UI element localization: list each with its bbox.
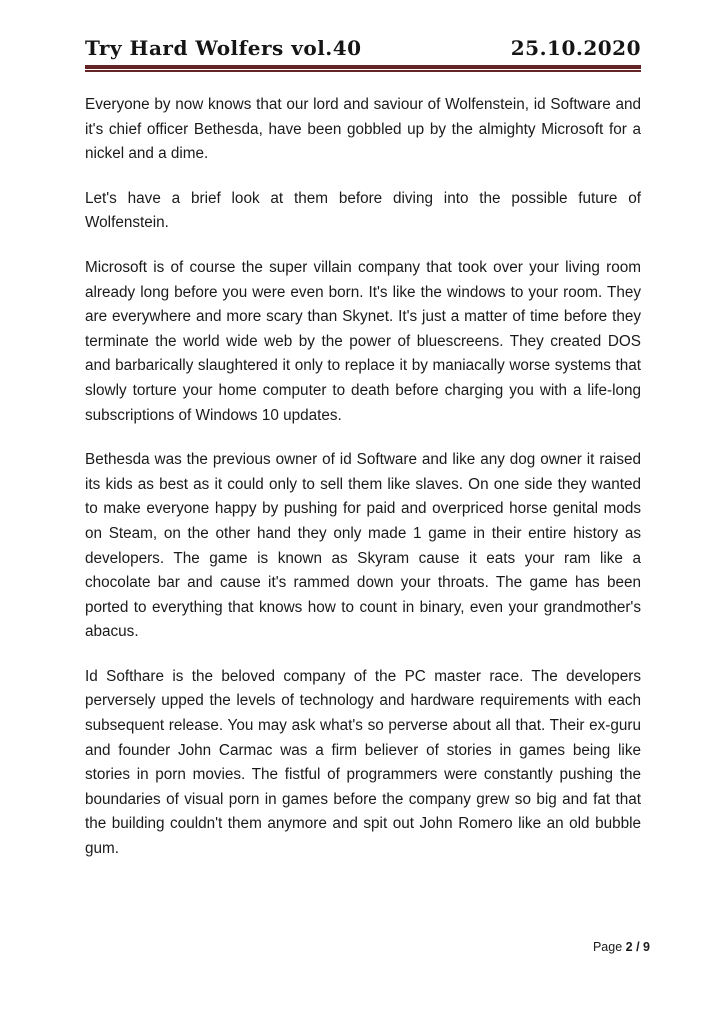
current-page-number: 2 <box>625 940 633 954</box>
document-date: 25.10.2020 <box>510 36 641 60</box>
total-page-count: 9 <box>643 940 650 954</box>
page-header <box>85 36 641 60</box>
body-paragraph: Everyone by now knows that our lord and saviour of Wolfenstein, id Software and it's chief officer Bethesda, have been gobbled up by the almighty Microsoft for a nickel and a dime. <box>85 96 641 163</box>
document-title: Try Hard Wolfers vol.40 <box>85 36 362 60</box>
page-number-footer <box>593 940 650 954</box>
body-paragraph: Id Softhare is the beloved company of the PC master race. The developers perversely upped the levels of technology and hardware requirements with each subsequent release. You may ask what's so perverse about all that. Their ex-guru and founder John Carmac was a firm believer of stories in games being like stories in porn movies. The fistful of programmers were constantly pushing the boundaries of visual porn in games before the company grew so big and fat that the building couldn't them anymore and spit out John Romero like an old bubble gum. <box>85 667 641 858</box>
page-number-label: Page <box>592 940 623 954</box>
body-paragraph: Microsoft is of course the super villain company that took over your living room already long before you were even born. It's like the windows to your room. They are everywhere and more scary than Skynet. It's just a matter of time before they terminate the world wide web by the power of bluescreens. They created DOS and barbarically slaughtered it only to replace it by maniacally worse systems that slowly torture your home computer to death before charging you with a life-long subscriptions of Windows 10 updates. <box>85 258 641 424</box>
page-number-separator: / <box>636 940 640 954</box>
body-paragraph: Bethesda was the previous owner of id Software and like any dog owner it raised its kids as best as it could only to sell them like slaves. On one side they wanted to make everyone happy by pushing for paid and overpriced horse genital mods on Steam, on the other hand they only made 1 game in their entire history as developers. The game is known as Skyram cause it eats your ram like a chocolate bar and cause it's rammed down your throats. The game has been ported to everything that knows how to count in binary, even your grandmother's abacus. <box>85 451 641 641</box>
body-paragraph: Let's have a brief look at them before diving into the possible future of Wolfenstein. <box>85 189 641 232</box>
header-divider <box>85 65 641 72</box>
header-divider-thin-line <box>85 70 641 72</box>
page-content <box>85 36 641 882</box>
document-body <box>85 93 641 862</box>
